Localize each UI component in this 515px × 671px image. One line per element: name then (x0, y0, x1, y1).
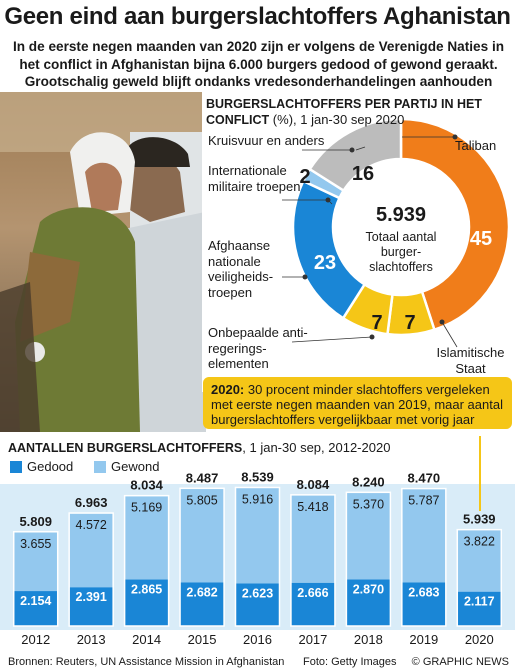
value-internationale: 2 (299, 166, 311, 188)
label-gedood-2020: 2.117 (463, 594, 495, 609)
footer-copyright: © GRAPHIC NEWS (411, 656, 509, 668)
year-label-2013: 2013 (76, 632, 106, 647)
value-islamitische-staat: 7 (404, 312, 416, 334)
label-islamitische-staat: Islamitische Staat (436, 345, 505, 376)
year-label-2014: 2014 (132, 632, 162, 647)
year-label-2020: 2020 (464, 632, 494, 647)
bar-title-bold: AANTALLEN BURGERSLACHTOFFERS (8, 441, 243, 455)
total-2015: 8.487 (185, 470, 219, 486)
label-taliban: Taliban (455, 138, 497, 153)
label-gedood-2014: 2.865 (130, 582, 163, 597)
news-photo (0, 92, 206, 432)
value-onbepaalde: 7 (371, 312, 383, 334)
leader-dot-4 (440, 320, 445, 325)
year-label-2015: 2015 (187, 632, 217, 647)
leader-dot-1 (326, 198, 331, 203)
legend-label-gewond: Gewond (111, 459, 160, 474)
total-2013: 6.963 (74, 495, 108, 511)
year-label-2019: 2019 (409, 632, 439, 647)
leader-line-6 (442, 322, 457, 347)
label-gewond-2012: 3.655 (20, 536, 52, 551)
total-2014: 8.034 (130, 477, 163, 493)
total-2018: 8.240 (352, 474, 385, 490)
label-gedood-2012: 2.154 (20, 594, 52, 609)
label-gewond-2015: 5.805 (186, 493, 218, 508)
label-gedood-2018: 2.870 (352, 582, 385, 597)
footer-sources: Bronnen: Reuters, UN Assistance Mission in Afghanistan (8, 656, 285, 668)
label-gedood-2013: 2.391 (75, 590, 107, 605)
year-label-2016: 2016 (243, 632, 272, 647)
legend-swatch-gedood (10, 461, 22, 473)
value-kruisvuur: 16 (351, 163, 375, 185)
value-taliban: 45 (469, 228, 493, 250)
legend-gewond (94, 459, 159, 474)
label-gedood-2016: 2.623 (241, 586, 274, 601)
bar-title-rest: , 1 jan-30 sep, 2012-2020 (242, 440, 391, 455)
label-gewond-2019: 5.787 (408, 493, 440, 508)
donut-total-label: Totaal aantal burger-slachtoffers (365, 230, 437, 274)
label-onbepaalde: Onbepaalde anti-regerings-elementen (208, 325, 308, 371)
label-gewond-2018: 5.370 (352, 497, 385, 512)
donut-title-rest: (%), 1 jan-30 sep 2020 (269, 112, 405, 127)
label-gedood-2019: 2.683 (408, 585, 440, 600)
total-2016: 8.539 (241, 469, 274, 485)
year-label-2017: 2017 (298, 632, 328, 647)
year-label-2012: 2012 (21, 632, 51, 647)
footer-photo-credit: Foto: Getty Images (303, 656, 397, 668)
total-2020: 5.939 (463, 511, 496, 527)
donut-total-value: 5.939 (375, 204, 427, 226)
leader-dot-3 (370, 335, 375, 340)
label-gewond-2013: 4.572 (75, 518, 107, 533)
bar-chart (0, 436, 515, 654)
label-gedood-2015: 2.682 (186, 585, 218, 600)
bar-chart-title (8, 440, 390, 455)
leader-dot-0 (350, 148, 355, 153)
footer (0, 654, 515, 671)
donut-title-bold: BURGERSLACHTOFFERS PER PARTIJ IN HET CONFLICT (206, 97, 482, 127)
bar-chart-panel (0, 436, 515, 654)
label-gewond-2017: 5.418 (297, 499, 329, 514)
leader-dot-2 (303, 275, 308, 280)
label-gedood-2017: 2.666 (297, 585, 329, 600)
total-2012: 5.809 (19, 513, 52, 529)
legend-label-gedood: Gedood (27, 459, 74, 474)
legend-swatch-gewond (94, 461, 106, 473)
label-gewond-2014: 5.169 (130, 500, 163, 515)
label-internationale: Internationale militaire troepen (208, 163, 301, 194)
total-2019: 8.470 (407, 470, 441, 486)
infographic-subtitle: In de eerste negen maanden van 2020 zijn er volgens de Verenigde Naties in het conflict in Afghanistan bijna 6.000 burgers gedood of gewond geraakt. Grootschalig geweld blijft ondanks vredesonderhandelingen aanhouden (12, 39, 505, 89)
label-gewond-2016: 5.916 (241, 492, 274, 507)
label-kruisvuur: Kruisvuur en anders (208, 133, 325, 148)
infographic-title: Geen eind aan burgerslachtoffers Aghanistan (4, 3, 511, 30)
callout-2020 (203, 377, 512, 429)
legend-gedood (10, 459, 73, 474)
callout-text: 30 procent minder slachtoffers vergeleken met eerste negen maanden van 2019, maar aantal burgerslachtoffers vergelijkbaar met vorig jaar (211, 382, 503, 427)
label-afghaanse: Afghaanse nationale veiligheids-troepen (208, 238, 274, 300)
value-afghaanse: 23 (313, 252, 337, 274)
label-gewond-2020: 3.822 (463, 534, 495, 549)
donut-chart-title (206, 96, 506, 128)
callout-year: 2020: (211, 382, 245, 397)
year-label-2018: 2018 (353, 632, 383, 647)
total-2017: 8.084 (296, 476, 330, 492)
